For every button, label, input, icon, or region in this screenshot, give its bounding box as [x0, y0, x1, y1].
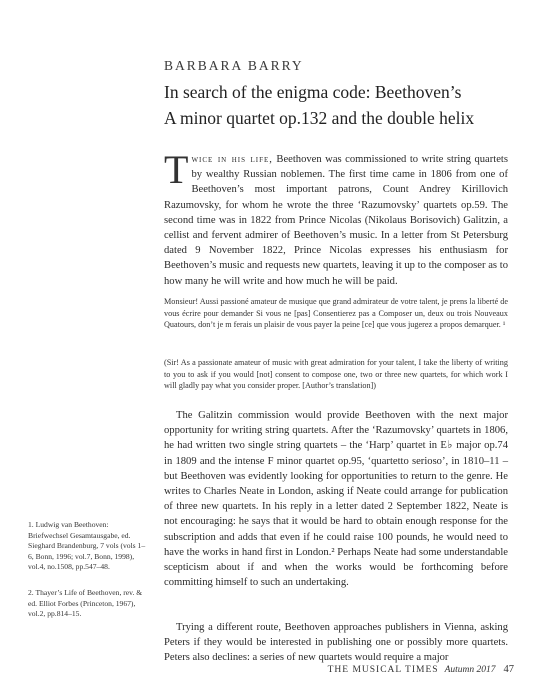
paragraph-1-text: Beethoven was commissioned to write string quartets by wealthy Russian noblemen. The first time came in 1806 from one of Beethoven’s most important patrons, Count Andrey Kirillovich Razumovsky, for whom he wrote the three ‘Razumovsky’ quartets op.59. The second time was in 1822 from Prince Nicolas (Nikolaus Borisovich) Galitzin, a cellist and fervent admirer of Beethoven’s music. In a letter from St Petersburg dated 9 November 1822, Prince Nicolas expresses his enthusiasm for Beethoven’s music and requests new quartets, leaving it up to the composer as to how many he will write and how much he will be paid.: [164, 154, 508, 287]
page-footer: [328, 664, 514, 675]
paragraph-1: [164, 147, 508, 289]
footnote-1: 1. Ludwig van Beethoven: Briefwechsel Gesamtausgabe, ed. Sieghard Brandenburg, 7 vols (vols 1–6, Bonn, 1996; vol.7, Bonn, 1998), vol.4, no.1508, pp.547–48.: [28, 520, 146, 572]
opening-small-caps: wice in his life,: [191, 154, 273, 165]
issue-season: Autumn 2017: [444, 665, 496, 675]
paragraph-3: Trying a different route, Beethoven approaches publishers in Vienna, asking Peters if they would be interested in publishing one or possibly more quartets. Peters also declines: a series of new quartets would require a major: [164, 622, 508, 664]
drop-cap: T: [164, 147, 189, 192]
article-title-line-2: A minor quartet op.132 and the double helix: [164, 108, 475, 128]
page-number: 47: [503, 664, 514, 675]
author-name: BARBARA BARRY: [164, 58, 304, 73]
block-quote-english: (Sir! As a passionate amateur of music with great admiration for your talent, I take the liberty of writing to you to ask if you would [not] consent to compose one, two or three new quartets, for which work I will gladly pay what you consider proper. [Author’s translation]): [164, 358, 508, 391]
paragraph-2: The Galitzin commission would provide Beethoven with the next major opportunity for writing string quartets. After the ‘Razumovsky’ quartets in 1806, he had written two single string quartets – the ‘Harp’ quartet in E♭ major op.74 in 1809 and the intense F minor quartet op.95, ‘quartetto serioso’, in 1810–11 – but Beethoven was evidently looking for opportunities to return to the genre. He writes to Charles Neate in London, asking if Neate could arrange for publication of three new quartets. In his reply in a letter dated 2 September 1822, Neate is not encouraging: he says that it would be hard to obtain enough response for the subscription and adds that even if he could raise 100 pounds, he would need to have the works in hand first in London.² Perhaps Neate had some understandable scepticism about if and when the works would be forthcoming before committing himself to such an undertaking.: [164, 410, 508, 589]
footnote-2: 2. Thayer’s Life of Beethoven, rev. & ed. Elliot Forbes (Princeton, 1967), vol.2, pp.814–15.: [28, 588, 143, 619]
block-quote-french: Monsieur! Aussi passioné amateur de musique que grand admirateur de votre talent, je prens la liberté de vous écrire pour demander Si vous ne [pas] Consentierez pas a Composer un, deux ou trois Nouveaux Quatours, don’t je m ferais un plaisir de vous payer la peine [ce] que vous jugerez a propos demarquer. ¹: [164, 297, 508, 330]
article-title-line-1: In search of the enigma code: Beethoven’s: [164, 82, 462, 102]
journal-name: THE MUSICAL TIMES: [327, 665, 439, 675]
